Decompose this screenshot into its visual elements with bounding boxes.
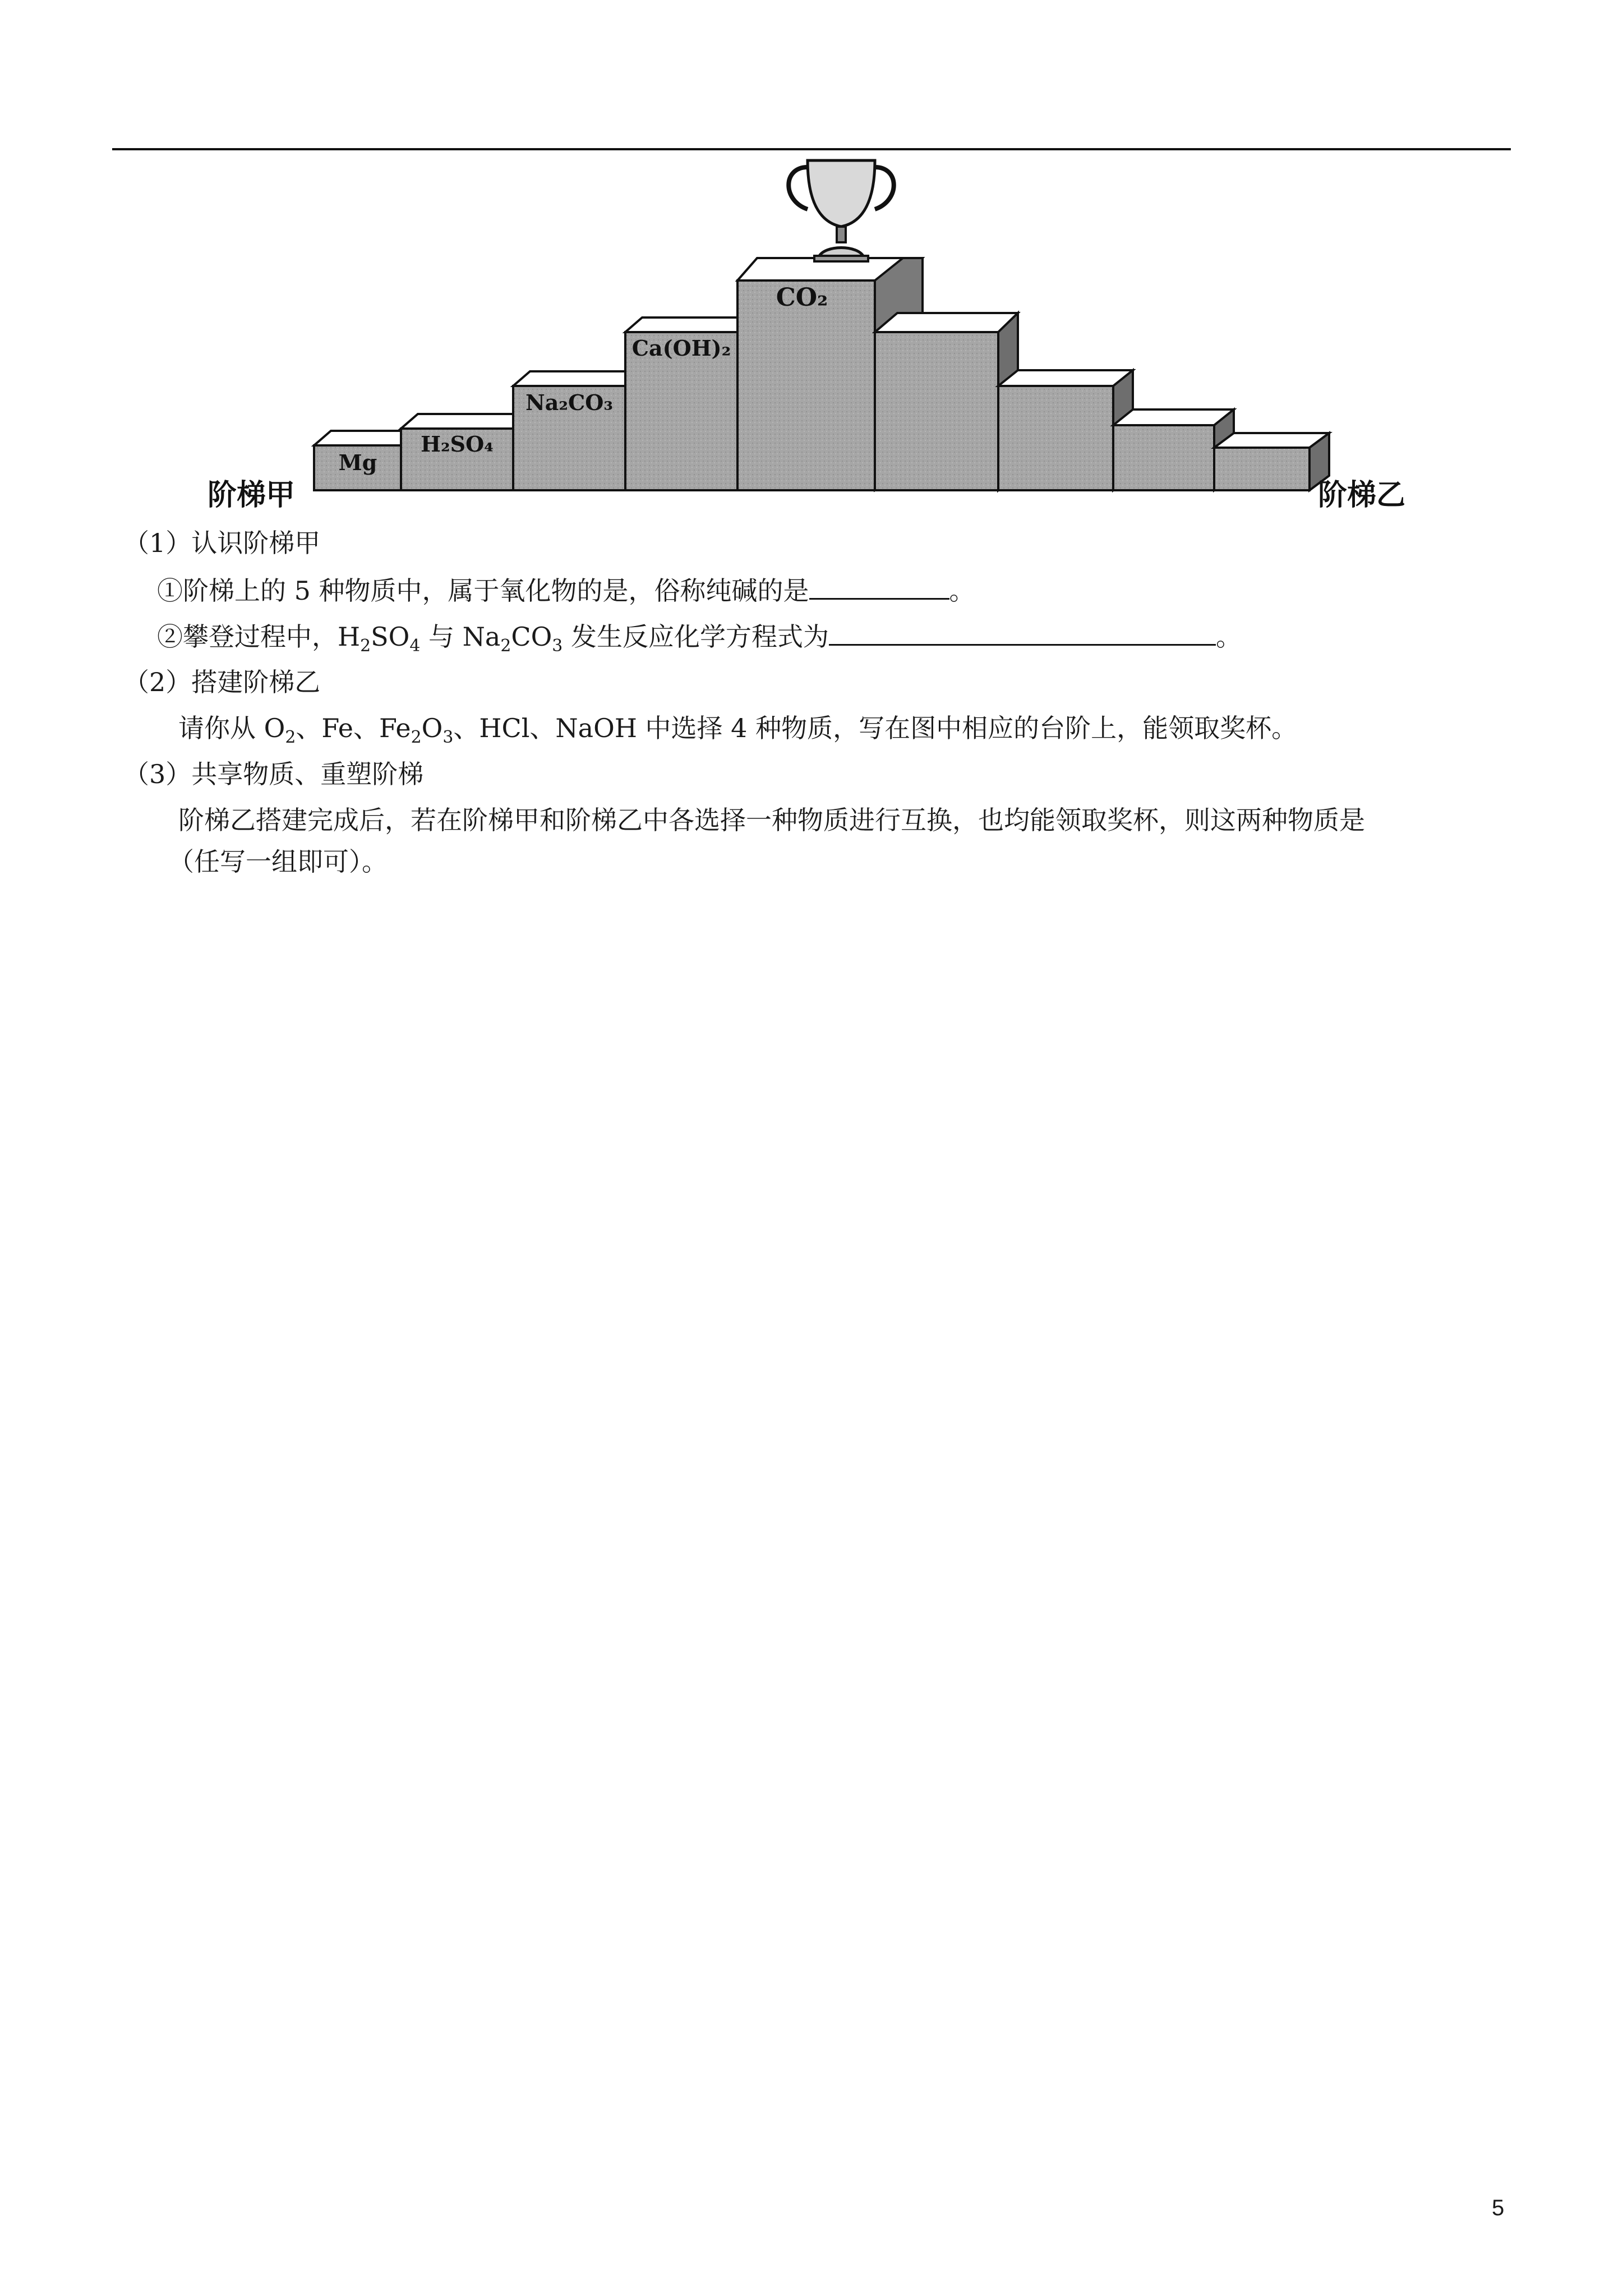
q3-text-line1: 阶梯乙搭建完成后，若在阶梯甲和阶梯乙中各选择一种物质进行互换，也均能领取奖杯，则这两种物质是: [178, 805, 1365, 835]
step-right-4: [1214, 433, 1329, 490]
step-label-na2co3: Na₂CO₃: [525, 390, 613, 415]
q2-text: [178, 711, 1297, 754]
right-staircase-label: 阶梯乙: [1318, 478, 1406, 512]
answer-blank-2[interactable]: [829, 619, 1216, 646]
q2-title: （2）搭建阶梯乙: [123, 667, 321, 697]
left-staircase-label: 阶梯甲: [208, 478, 296, 512]
step-caoh2: [625, 318, 754, 490]
q1-part1: [157, 573, 975, 608]
answer-blank-1[interactable]: [809, 573, 949, 600]
q1-part2-end: 。: [1215, 622, 1242, 652]
q2-seg-b: 、Fe、Fe: [296, 713, 411, 743]
q3-title: （3）共享物质、重塑阶梯: [123, 759, 424, 789]
q1-part2-seg-a: ②攀登过程中，H: [157, 622, 361, 652]
step-na2co3: [513, 371, 642, 490]
step-label-mg: Mg: [338, 450, 377, 475]
q1-part2-seg-b: SO: [371, 622, 410, 652]
step-right-1: [875, 313, 1018, 490]
q1-part1-text: ①阶梯上的 5 种物质中，属于氧化物的是，俗称纯碱的是: [157, 576, 809, 606]
q1-part2: [157, 619, 1242, 663]
q1-title: （1）认识阶梯甲: [123, 528, 321, 558]
step-label-h2so4: H₂SO₄: [421, 431, 494, 457]
q2-seg-a: 请你从 O: [178, 713, 285, 743]
q3-text-line2: （任写一组即可）。: [168, 846, 388, 877]
step-h2so4: [401, 414, 530, 490]
q2-sub2: 2: [411, 728, 422, 748]
q1-part2-sub4: 3: [552, 636, 563, 656]
q1-part2-sub3: 2: [500, 636, 511, 656]
q1-part2-seg-e: 发生反应化学方程式为: [562, 622, 829, 652]
q1-part2-sub1: 2: [360, 636, 371, 656]
q1-part2-seg-d: CO: [511, 622, 552, 652]
step-label-co2: CO₂: [776, 283, 828, 312]
q2-sub3: 3: [442, 728, 454, 748]
q1-part2-sub2: 4: [409, 636, 421, 656]
q1-part2-seg-c: 与 Na: [420, 622, 501, 652]
q2-seg-c: O: [421, 713, 443, 743]
staircase-figure: [191, 150, 1430, 521]
q2-sub1: 2: [285, 728, 296, 748]
step-label-caoh2: Ca(OH)₂: [631, 335, 731, 361]
trophy-icon: [789, 160, 894, 261]
page-number: 5: [1492, 2196, 1505, 2220]
q2-seg-d: 、HCl、NaOH 中选择 4 种物质，写在图中相应的台阶上，能领取奖杯。: [453, 713, 1298, 743]
q1-part1-end: 。: [949, 576, 975, 606]
